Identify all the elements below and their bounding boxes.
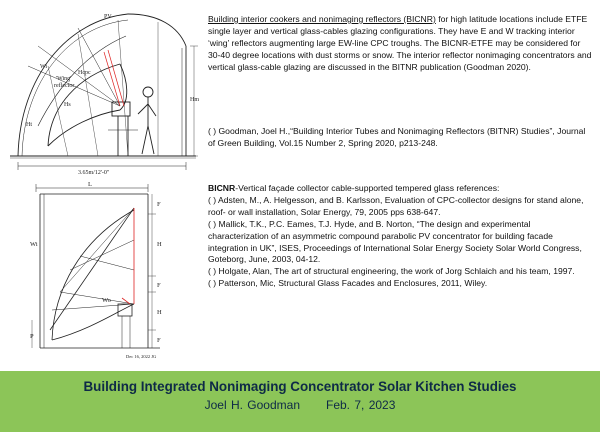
reference-item: ( ) Adsten, M., A. Helgesson, and B. Karlsson, Evaluation of CPC-collector designs for stand alone, roof- or wall installation, Solar Energy, 79, 2005 pps 638-647. (208, 194, 584, 217)
goodman-ref-text: ( ) Goodman, Joel H.,“Building Interior Tubes and Nonimaging Reflectors (BITNR) Studies”, Journal of Green Building, Vol.15 Number 2, Spring 2020, p213-248. (208, 126, 586, 148)
label-wo: Wo (102, 297, 111, 304)
label-dimension: 3.65m/12'-0" (78, 170, 110, 176)
banner-title: Building Integrated Nonimaging Concentrator Solar Kitchen Studies (83, 379, 517, 394)
label-h1: H (157, 241, 162, 248)
reference-item: ( ) Holgate, Alan, The art of structural engineering, the work of Jorg Schlaich and his team, 1997. (208, 266, 575, 277)
facade-section-sketch (30, 180, 180, 362)
label-h2: H (157, 309, 162, 316)
bicnr-body: for high latitude locations include ETFE single layer and vertical glass-cables glazing configurations. They have E and W tracking interior ‘wing’ reflectors augmenting large EW-line CPC troughs. The BICNR-ETFE may be considered for 30-40 degree locations with dust storms or snow. The interior reflector nonimaging concentrators and vertical glass-cable glazing are discussed in the BITNR publication (Goodman 2020). (208, 14, 592, 72)
label-hs: Hs (64, 102, 71, 108)
vertical-facade-references (208, 183, 592, 290)
label-f1: F (157, 201, 161, 208)
label-l: L (88, 181, 92, 188)
label-wing: 'Wing' (56, 76, 72, 82)
title-banner (0, 371, 600, 432)
greenhouse-section-sketch (8, 6, 200, 178)
label-p: P (30, 333, 34, 340)
vertical-heading: -Vertical façade collector cable-supported tempered glass references: (235, 183, 500, 193)
bicnr-description (208, 14, 592, 74)
goodman-reference (208, 126, 592, 150)
banner-byline (0, 398, 600, 412)
label-pv: PV (104, 14, 112, 20)
label-reflector: reflector (54, 83, 75, 89)
label-wi: Wi (40, 64, 48, 70)
label-hcpc: Hcpc (78, 70, 91, 76)
label-wi: Wi (30, 241, 38, 248)
label-ht: Ht (26, 122, 32, 128)
label-date-note: Dec 16, 2022 JG (126, 354, 157, 359)
label-f3: F (157, 337, 161, 344)
vertical-label: BICNR (208, 183, 236, 193)
author-name: Joel H. Goodman (204, 398, 300, 412)
label-f2: F (157, 282, 161, 289)
bicnr-intro: Building interior cookers and nonimaging reflectors (BICNR) (208, 14, 436, 24)
presentation-date: Feb. 7, 2023 (326, 398, 396, 412)
reference-item: ( ) Patterson, Mic, Structural Glass Facades and Enclosures, 2011, Wiley. (208, 278, 488, 289)
label-hm: Hm (190, 97, 199, 103)
reference-item: ( ) Mallick, T.K., P.C. Eames, T.J. Hyde, and B. Norton, “The design and experimental characterization of an asymmetric compound parabolic PV concentrator for building facade integration in UK”, ISES, Proceedings of International Solar Energy Society Solar World Congress, Goteborg, June, 2003, 04-12. (208, 218, 582, 265)
